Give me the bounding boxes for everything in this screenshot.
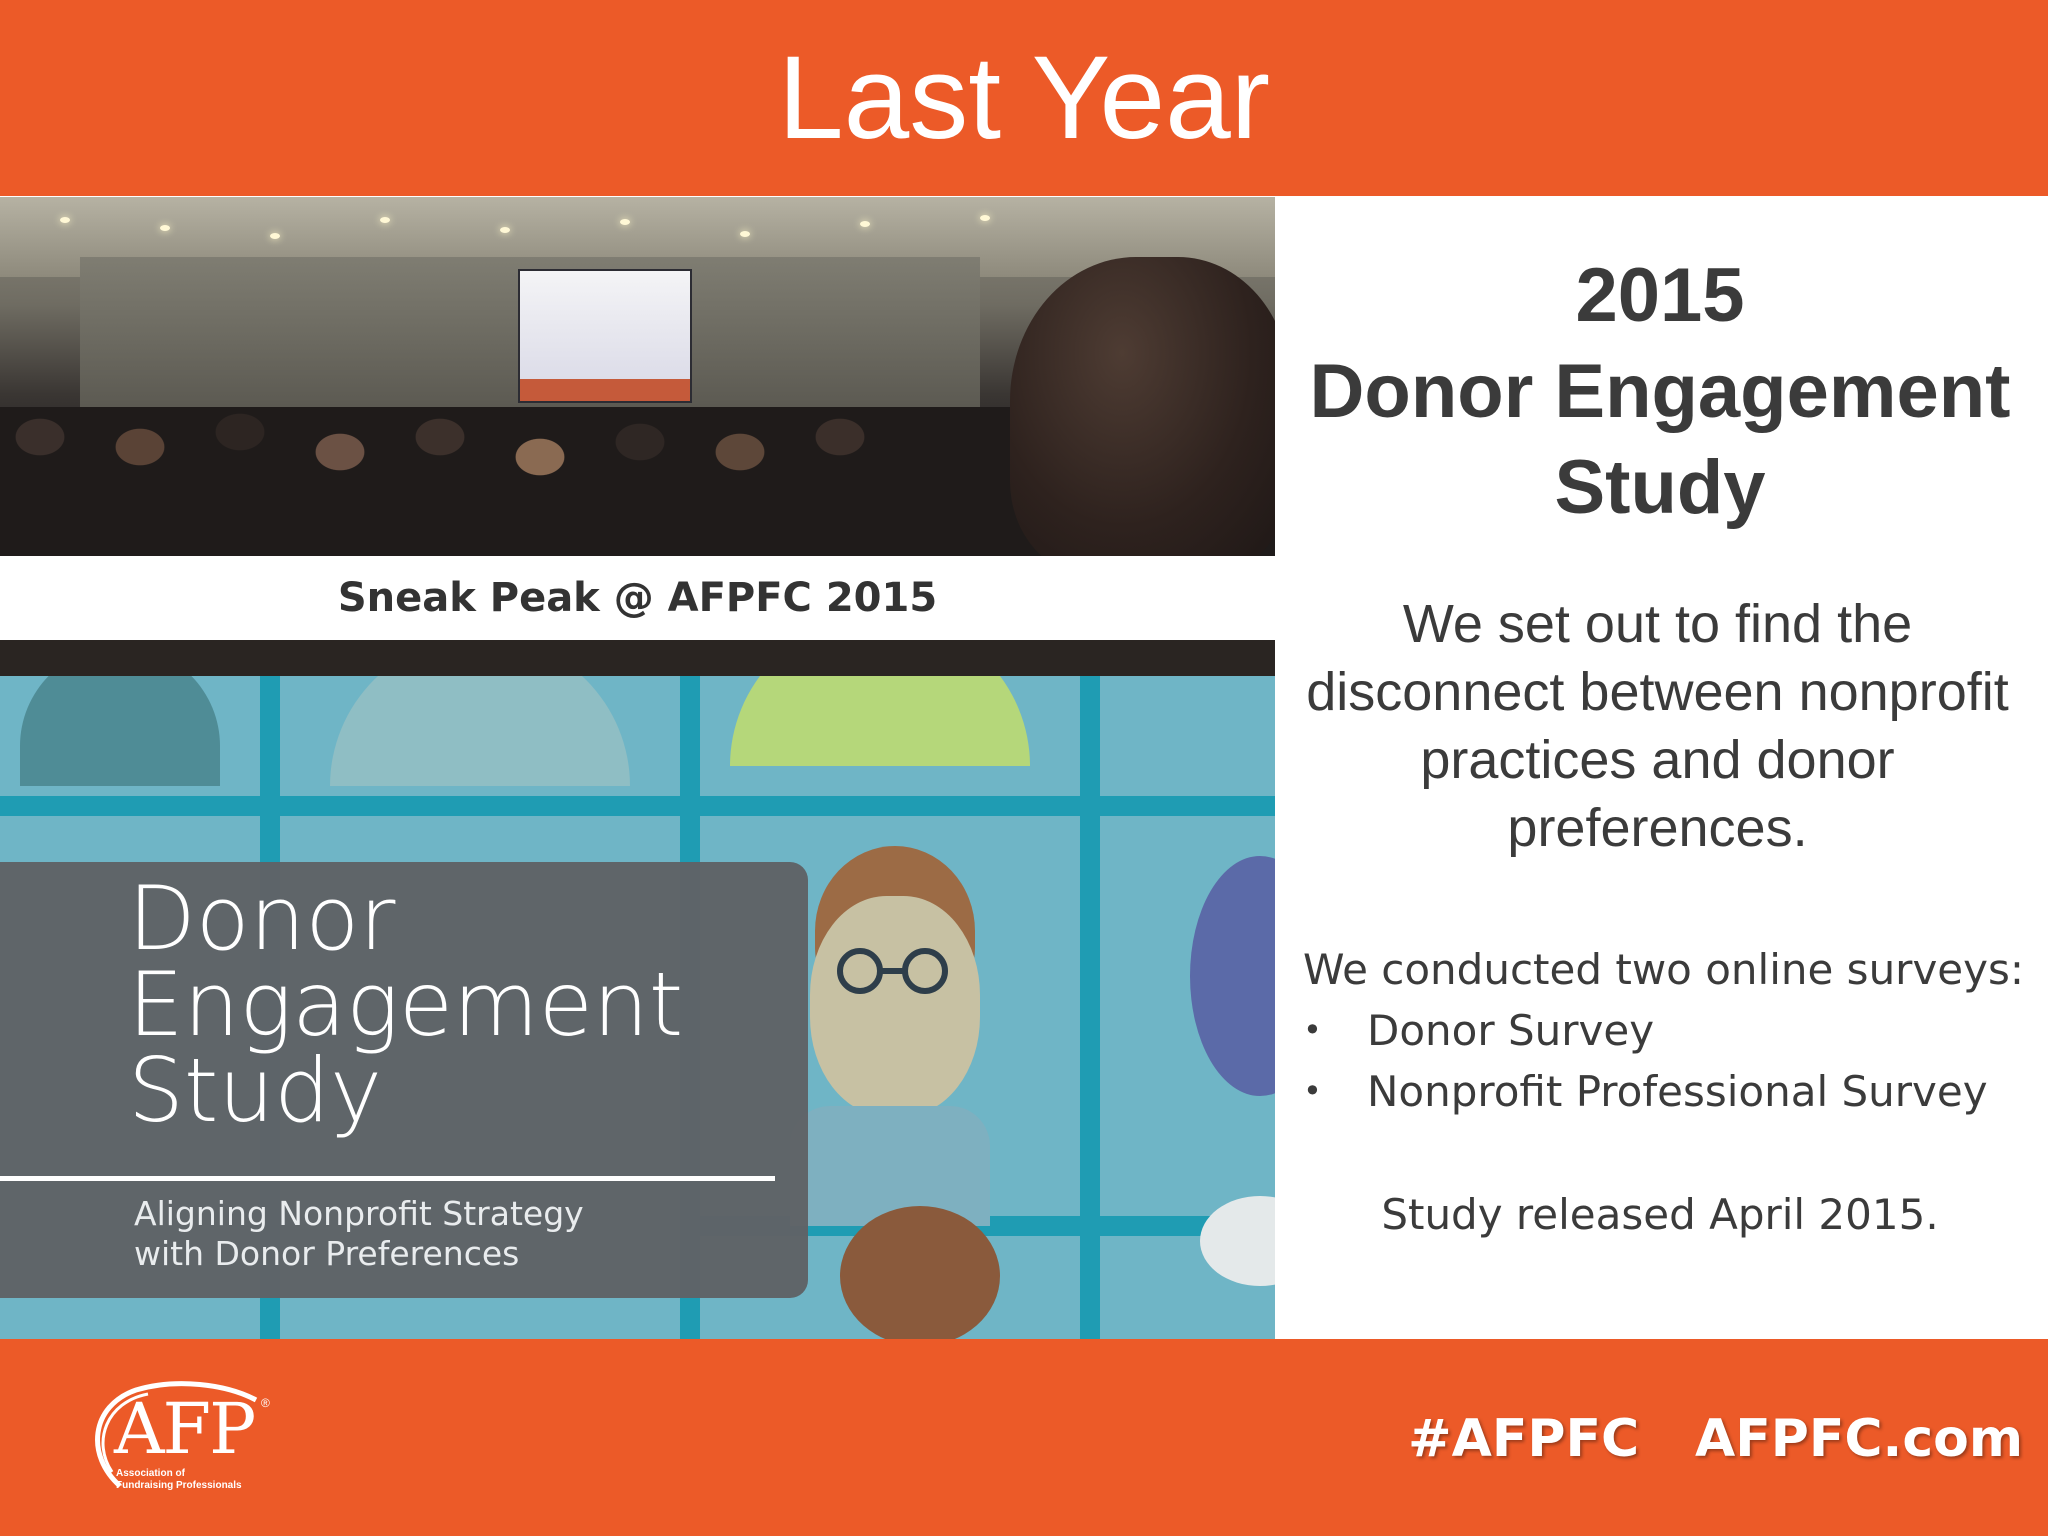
hashtag: #AFPFC — [1408, 1409, 1640, 1469]
release-note: Study released April 2015. — [1381, 1190, 1939, 1239]
list-item — [1303, 1061, 2043, 1122]
ceiling-light — [380, 217, 390, 223]
logo-registered-mark: ® — [261, 1396, 270, 1410]
ceiling-light — [620, 219, 630, 225]
conference-photo — [0, 197, 1275, 556]
projection-screen — [518, 269, 692, 403]
cover-tile — [1100, 676, 1275, 796]
logo-subtitle-line: Association of — [116, 1468, 185, 1479]
ceiling-light — [500, 227, 510, 233]
figure-green-shirt — [730, 676, 1030, 766]
figure-suit — [20, 676, 220, 786]
glasses-icon — [820, 946, 970, 996]
projection-screen-bar — [520, 379, 690, 401]
afp-logo — [76, 1376, 286, 1506]
ceiling-light — [60, 217, 70, 223]
study-heading-line: 2015 — [1575, 253, 1745, 338]
survey-name: Nonprofit Professional Survey — [1367, 1067, 1988, 1116]
photo-dark-strip — [0, 640, 1275, 676]
figure-bottom-hair — [840, 1206, 1000, 1339]
cover-title-line: Engagement — [128, 953, 684, 1056]
cover-title-line: Donor — [128, 867, 396, 970]
cover-subtitle-line: Aligning Nonprofit Strategy — [134, 1194, 584, 1233]
photo-caption: Sneak Peak @ AFPFC 2015 — [337, 575, 938, 621]
logo-subtitle-line: Fundraising Professionals — [116, 1480, 242, 1491]
website-link[interactable]: AFPFC.com — [1695, 1409, 2024, 1469]
ceiling-light — [980, 215, 990, 221]
figure-face — [810, 896, 980, 1116]
bullet-icon: • — [1303, 1011, 1322, 1049]
figure-shirt — [330, 676, 630, 786]
foreground-attendee — [1010, 257, 1275, 556]
cover-divider — [0, 1176, 775, 1181]
logo-wordmark: AFP — [114, 1388, 255, 1470]
slide-title: Last Year — [777, 32, 1271, 164]
study-purpose: We set out to find the disconnect between nonprofit practices and donor preferences. — [1306, 594, 2009, 858]
surveys-intro: We conducted two online surveys: — [1303, 945, 2025, 994]
cover-subtitle-line: with Donor Preferences — [134, 1234, 520, 1273]
ceiling-light — [270, 233, 280, 239]
study-cover-image — [0, 676, 1275, 1339]
bullet-icon: • — [1303, 1072, 1322, 1110]
ceiling-light — [860, 221, 870, 227]
study-heading-line: Study — [1554, 445, 1766, 530]
list-item — [1303, 1000, 2043, 1061]
ceiling-light — [740, 231, 750, 237]
survey-name: Donor Survey — [1367, 1006, 1655, 1055]
survey-list — [1303, 1000, 2043, 1122]
figure-jacket — [790, 1106, 990, 1226]
ceiling-light — [160, 225, 170, 231]
study-heading — [1290, 248, 2030, 536]
cover-subtitle — [134, 1194, 774, 1274]
logo-subtitle — [116, 1468, 296, 1492]
cover-title — [128, 867, 808, 1142]
cover-title-line: Study — [128, 1039, 383, 1142]
study-heading-line: Donor Engagement — [1309, 349, 2011, 434]
